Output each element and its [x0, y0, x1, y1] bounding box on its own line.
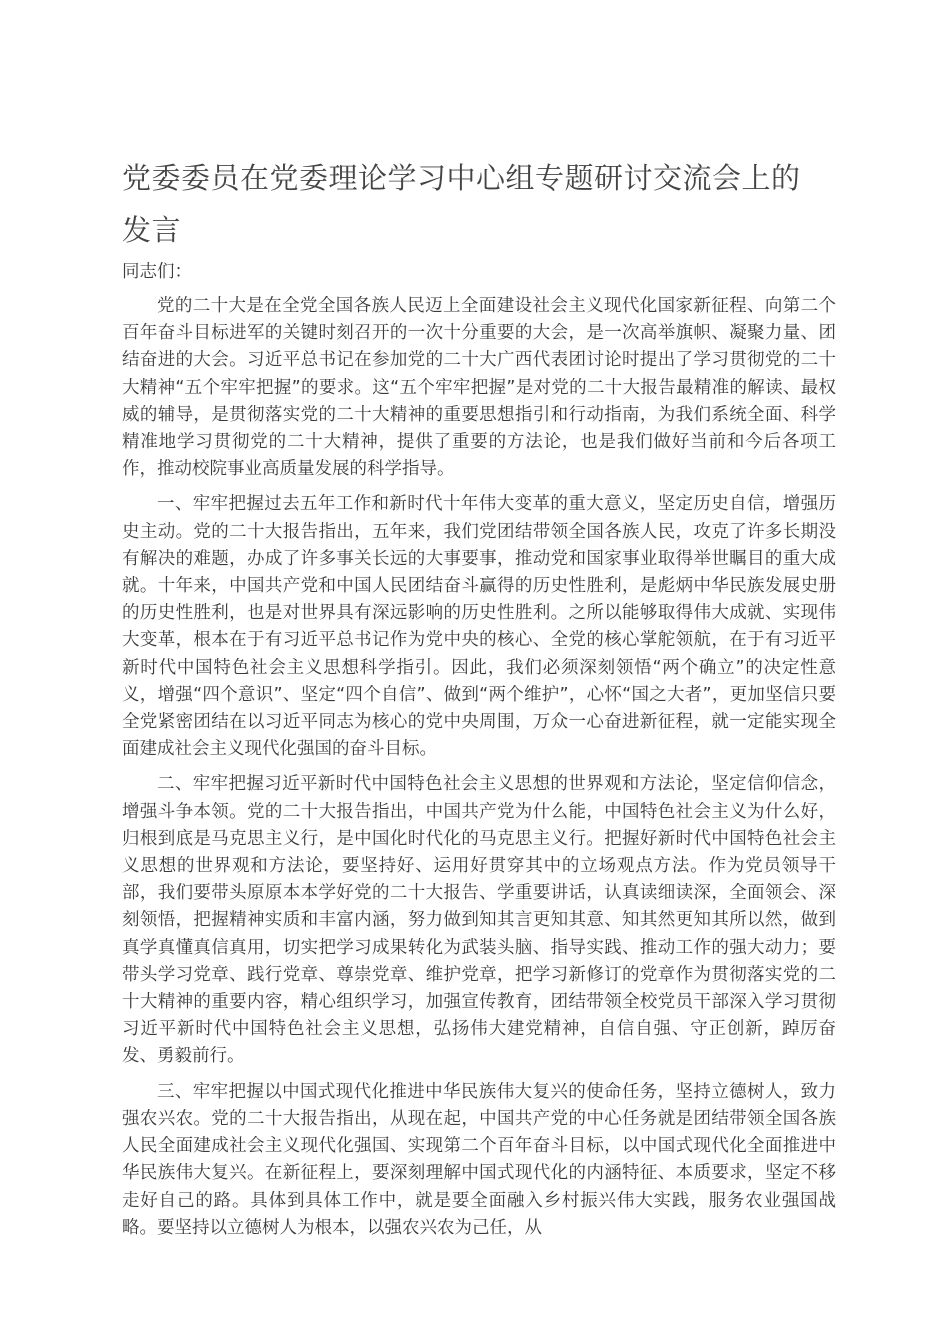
paragraph-section-1: 一、牢牢把握过去五年工作和新时代十年伟大变革的重大意义，坚定历史自信，增强历史主动。党的二十大报告指出，五年来，我们党团结带领全国各族人民，攻克了许多长期没有解决的难题，办成了许多事关长远的大事要事，推动党和国家事业取得举世瞩目的重大成就。十年来，中国共产党和中国人民团结奋斗赢得的历史性胜利，是彪炳中华民族发展史册的历史性胜利，也是对世界具有深远影响的历史性胜利。之所以能够取得伟大成就、实现伟大变革，根本在于有习近平总书记作为党中央的核心、全党的核心掌舵领航，在于有习近平新时代中国特色社会主义思想科学指引。因此，我们必须深刻领悟“两个确立”的决定性意义，增强“四个意识”、坚定“四个自信”、做到“两个维护”，心怀“国之大者”，更加坚信只要全党紧密团结在以习近平同志为核心的党中央周围，万众一心奋进新征程，就一定能实现全面建成社会主义现代化强国的奋斗目标。 — [122, 494, 836, 760]
paragraph-section-3: 三、牢牢把握以中国式现代化推进中华民族伟大复兴的使命任务，坚持立德树人，致力强农兴农。党的二十大报告指出，从现在起，中国共产党的中心任务就是团结带领全国各族人民全面建成社会主义现代化强国、实现第二个百年奋斗目标，以中国式现代化全面推进中华民族伟大复兴。在新征程上，要深刻理解中国式现代化的内涵特征、本质要求，坚定不移走好自己的路。具体到具体工作中，就是要全面融入乡村振兴伟大实践，服务农业强国战略。要坚持以立德树人为根本，以强农兴农为己任，从 — [122, 1081, 836, 1238]
paragraph-section-2: 二、牢牢把握习近平新时代中国特色社会主义思想的世界观和方法论，坚定信仰信念，增强斗争本领。党的二十大报告指出，中国共产党为什么能，中国特色社会主义为什么好，归根到底是马克思主义行，是中国化时代化的马克思主义行。把握好新时代中国特色社会主义思想的世界观和方法论，要坚持好、运用好贯穿其中的立场观点方法。作为党员领导干部，我们要带头原原本本学好党的二十大报告、学重要讲话，认真读细读深，全面领会、深刻领悟，把握精神实质和丰富内涵，努力做到知其言更知其意、知其然更知其所以然，做到真学真懂真信真用，切实把学习成果转化为武装头脑、指导实践、推动工作的强大动力；要带头学习党章、践行党章、尊崇党章、维护党章，把学习新修订的党章作为贯彻落实党的二十大精神的重要内容，精心组织学习，加强宣传教育，团结带领全校党员干部深入学习贯彻习近平新时代中国特色社会主义思想，弘扬伟大建党精神，自信自强、守正创新，踔厉奋发、勇毅前行。 — [122, 774, 836, 1067]
document-title: 党委委员在党委理论学习中心组专题研讨交流会上的发言 — [122, 161, 801, 247]
salutation: 同志们： — [122, 262, 192, 282]
document-body — [122, 293, 836, 1250]
paragraph-intro: 党的二十大是在全党全国各族人民迈上全面建设社会主义现代化国家新征程、向第二个百年奋斗目标进军的关键时刻召开的一次十分重要的大会，是一次高举旗帜、凝聚力量、团结奋进的大会。习近平总书记在参加党的二十大广西代表团讨论时提出了学习贯彻党的二十大精神“五个牢牢把握”的要求。这“五个牢牢把握”是对党的二十大报告最精准的解读、最权威的辅导，是贯彻落实党的二十大精神的重要思想指引和行动指南，为我们系统全面、科学精准地学习贯彻党的二十大精神，提供了重要的方法论，也是我们做好当前和今后各项工作，推动校院事业高质量发展的科学指导。 — [122, 296, 836, 480]
